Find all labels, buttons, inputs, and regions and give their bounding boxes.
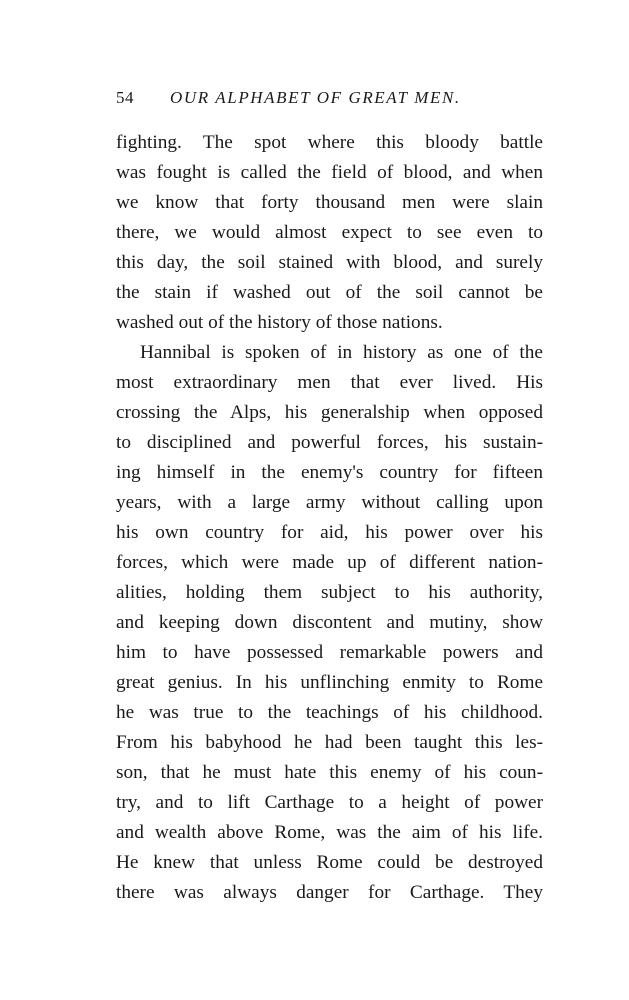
- text-line: years, with a large army without calling upon: [116, 492, 543, 513]
- text-line: there was always danger for Carthage. They: [116, 882, 543, 903]
- text-line: He knew that unless Rome could be destroyed: [116, 852, 543, 873]
- page-number: 54: [116, 88, 134, 107]
- text-line: to disciplined and powerful forces, his sustain-: [116, 432, 543, 453]
- text-line: there, we would almost expect to see even to: [116, 222, 543, 243]
- text-line: was fought is called the field of blood, and when: [116, 162, 543, 183]
- text-line: Hannibal is spoken of in history as one of the: [140, 342, 543, 363]
- text-line: great genius. In his unflinching enmity to Rome: [116, 672, 543, 693]
- text-line: From his babyhood he had been taught this les-: [116, 732, 543, 753]
- text-line: try, and to lift Carthage to a height of power: [116, 792, 543, 813]
- running-head: [116, 84, 546, 112]
- running-title: OUR ALPHABET OF GREAT MEN.: [170, 88, 461, 107]
- text-line: him to have possessed remarkable powers and: [116, 642, 543, 663]
- text-line: crossing the Alps, his generalship when opposed: [116, 402, 543, 423]
- text-line: ing himself in the enemy's country for fifteen: [116, 462, 543, 483]
- body-text: [116, 128, 543, 908]
- text-line: he was true to the teachings of his childhood.: [116, 702, 543, 723]
- text-line: this day, the soil stained with blood, and surely: [116, 252, 543, 273]
- text-line: the stain if washed out of the soil cannot be: [116, 282, 543, 303]
- text-line: his own country for aid, his power over his: [116, 522, 543, 543]
- text-line: and wealth above Rome, was the aim of his life.: [116, 822, 543, 843]
- text-line: alities, holding them subject to his authority,: [116, 582, 543, 603]
- text-line: forces, which were made up of different nation-: [116, 552, 543, 573]
- text-line: fighting. The spot where this bloody battle: [116, 132, 543, 153]
- text-line: most extraordinary men that ever lived. His: [116, 372, 543, 393]
- text-line: we know that forty thousand men were slain: [116, 192, 543, 213]
- text-line: washed out of the history of those nations.: [116, 312, 443, 333]
- text-line: son, that he must hate this enemy of his coun-: [116, 762, 543, 783]
- text-line: and keeping down discontent and mutiny, show: [116, 612, 543, 633]
